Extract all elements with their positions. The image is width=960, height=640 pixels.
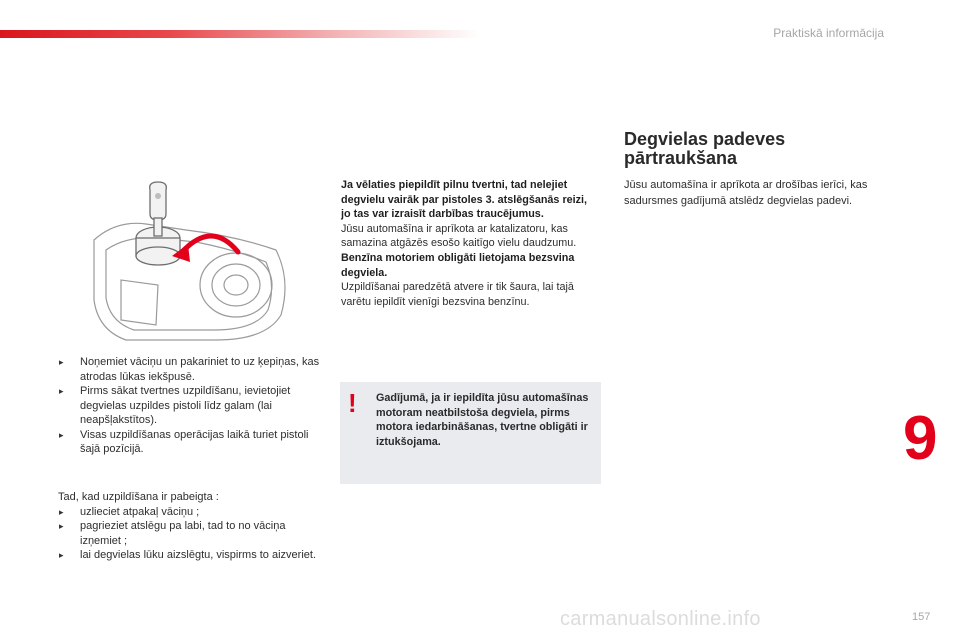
- list-item-text: lai degvielas lūku aizslēgtu, vispirms to aizveriet.: [80, 549, 316, 561]
- header-accent-bar: [0, 30, 480, 38]
- arrow-bullet-icon: ▸: [59, 521, 64, 531]
- fuel-info-column: [341, 178, 593, 309]
- arrow-bullet-icon: ▸: [59, 550, 64, 560]
- full-tank-notice: Ja vēlaties piepildīt pilnu tvertni, tad nelejiet degvielu vairāk par pistoles 3. atslēgšanās reizi, jo tas var izraisīt darbības traucējumus.: [341, 179, 588, 221]
- warning-box: [340, 382, 601, 484]
- fuel-cap-illustration: [86, 180, 296, 345]
- list-item-text: Visas uzpildīšanas operācijas laikā turiet pistoli šajā pozīcijā.: [80, 428, 309, 455]
- chapter-number: 9: [903, 404, 938, 473]
- after-refuel-intro: Tad, kad uzpildīšana ir pabeigta :: [58, 491, 219, 503]
- arrow-bullet-icon: ▸: [59, 357, 64, 367]
- list-item: [58, 548, 320, 563]
- list-item: [58, 428, 320, 457]
- unleaded-notice: Benzīna motoriem obligāti lietojama bezsvina degviela.: [341, 251, 575, 279]
- catalyst-text: Jūsu automašīna ir aprīkota ar katalizatoru, kas samazina atgāzēs esošo kaitīgo vielu daudzumu.: [341, 222, 577, 250]
- fuel-cutoff-text: Jūsu automašīna ir aprīkota ar drošības ierīci, kas sadursmes gadījumā atslēdz degvielas padevi.: [624, 179, 868, 207]
- list-item-text: pagrieziet atslēgu pa labi, tad to no vāciņa izņemiet ;: [80, 520, 286, 547]
- exclamation-icon: !: [348, 388, 357, 418]
- section-title: Praktiskā informācija: [773, 26, 884, 40]
- page-number: 157: [912, 611, 931, 623]
- list-item: [58, 384, 320, 428]
- after-refuel-section: [58, 490, 320, 563]
- arrow-bullet-icon: ▸: [59, 429, 64, 440]
- refuel-instructions-list: [58, 355, 320, 457]
- list-item: [58, 505, 320, 520]
- fuel-cutoff-heading: Degvielas padeves pārtraukšana: [624, 129, 786, 168]
- watermark: carmanualsonline.info: [560, 608, 761, 630]
- list-item-text: Noņemiet vāciņu un pakariniet to uz ķepiņas, kas atrodas lūkas iekšpusē.: [80, 356, 320, 383]
- warning-text: Gadījumā, ja ir iepildīta jūsu automašīnas motoram neatbilstoša degviela, pirms motora iedarbināšanas, tvertne obligāti ir iztukšojama.: [376, 392, 589, 448]
- list-item: [58, 355, 320, 384]
- arrow-bullet-icon: ▸: [59, 506, 64, 517]
- list-item-text: uzlieciet atpakaļ vāciņu ;: [80, 505, 200, 518]
- arrow-bullet-icon: ▸: [59, 386, 64, 396]
- list-item-text: Pirms sākat tvertnes uzpildīšanu, ievietojiet degvielas uzpildes pistoli līdz galam (lai neapšļakstītos).: [80, 385, 291, 426]
- list-item: [58, 519, 320, 548]
- filler-neck-text: Uzpildīšanai paredzētā atvere ir tik šaura, lai tajā varētu iepildīt vienīgi bezsvina benzīnu.: [341, 281, 574, 308]
